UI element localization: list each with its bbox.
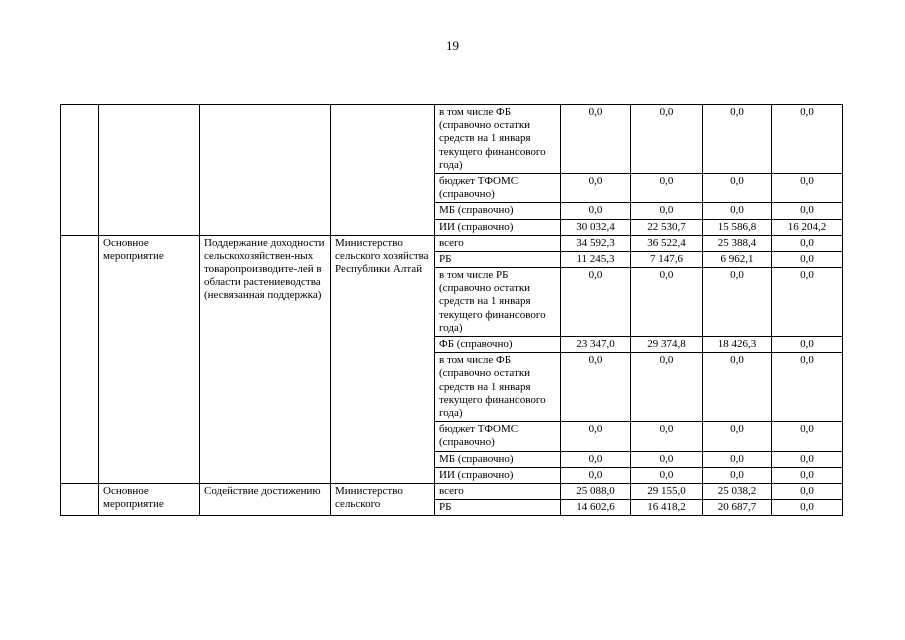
value-cell: 0,0 bbox=[561, 105, 631, 174]
source-cell: всего bbox=[435, 235, 561, 251]
value-cell: 0,0 bbox=[703, 173, 772, 202]
value-cell: 34 592,3 bbox=[561, 235, 631, 251]
value-cell: 15 586,8 bbox=[703, 219, 772, 235]
source-cell: ФБ (справочно) bbox=[435, 337, 561, 353]
source-cell: РБ bbox=[435, 500, 561, 516]
value-cell: 16 418,2 bbox=[631, 500, 703, 516]
value-cell: 0,0 bbox=[772, 451, 843, 467]
value-cell: 0,0 bbox=[631, 203, 703, 219]
value-cell: 0,0 bbox=[772, 337, 843, 353]
budget-table bbox=[60, 104, 843, 516]
value-cell: 23 347,0 bbox=[561, 337, 631, 353]
value-cell: 0,0 bbox=[772, 422, 843, 451]
value-cell: 0,0 bbox=[703, 105, 772, 174]
source-cell: всего bbox=[435, 483, 561, 499]
value-cell: 0,0 bbox=[772, 203, 843, 219]
value-cell: 0,0 bbox=[631, 451, 703, 467]
source-cell: РБ bbox=[435, 251, 561, 267]
value-cell: 0,0 bbox=[631, 105, 703, 174]
value-cell: 0,0 bbox=[703, 203, 772, 219]
value-cell: 0,0 bbox=[703, 451, 772, 467]
source-cell: ИИ (справочно) bbox=[435, 467, 561, 483]
value-cell: 16 204,2 bbox=[772, 219, 843, 235]
value-cell: 0,0 bbox=[631, 353, 703, 422]
source-cell: бюджет ТФОМС (справочно) bbox=[435, 422, 561, 451]
value-cell: 0,0 bbox=[561, 451, 631, 467]
source-cell: бюджет ТФОМС (справочно) bbox=[435, 173, 561, 202]
value-cell: 25 088,0 bbox=[561, 483, 631, 499]
index-cell bbox=[61, 483, 99, 515]
value-cell: 22 530,7 bbox=[631, 219, 703, 235]
value-cell: 0,0 bbox=[772, 251, 843, 267]
executor-cell bbox=[331, 105, 435, 236]
value-cell: 0,0 bbox=[703, 467, 772, 483]
value-cell: 0,0 bbox=[561, 353, 631, 422]
value-cell: 0,0 bbox=[561, 467, 631, 483]
value-cell: 0,0 bbox=[631, 467, 703, 483]
value-cell: 6 962,1 bbox=[703, 251, 772, 267]
value-cell: 18 426,3 bbox=[703, 337, 772, 353]
value-cell: 25 038,2 bbox=[703, 483, 772, 499]
value-cell: 0,0 bbox=[772, 268, 843, 337]
name-cell: Поддержание доходности сельскохозяйствен-ных товаропроизводите-лей в области растениеводства (несвязанная поддержка) bbox=[200, 235, 331, 483]
type-cell bbox=[99, 105, 200, 236]
value-cell: 20 687,7 bbox=[703, 500, 772, 516]
source-cell: ИИ (справочно) bbox=[435, 219, 561, 235]
value-cell: 0,0 bbox=[772, 353, 843, 422]
table-row bbox=[61, 235, 843, 251]
table-row bbox=[61, 105, 843, 174]
source-cell: МБ (справочно) bbox=[435, 451, 561, 467]
source-cell: в том числе РБ (справочно остатки средств на 1 января текущего финансового года) bbox=[435, 268, 561, 337]
type-cell: Основное мероприятие bbox=[99, 483, 200, 515]
value-cell: 0,0 bbox=[631, 173, 703, 202]
value-cell: 0,0 bbox=[772, 235, 843, 251]
page-number: 19 bbox=[446, 38, 459, 53]
value-cell: 0,0 bbox=[561, 422, 631, 451]
value-cell: 0,0 bbox=[772, 500, 843, 516]
value-cell: 36 522,4 bbox=[631, 235, 703, 251]
source-cell: в том числе ФБ (справочно остатки средств на 1 января текущего финансового года) bbox=[435, 105, 561, 174]
value-cell: 11 245,3 bbox=[561, 251, 631, 267]
type-cell: Основное мероприятие bbox=[99, 235, 200, 483]
index-cell bbox=[61, 235, 99, 483]
value-cell: 0,0 bbox=[703, 353, 772, 422]
executor-cell: Министерство сельского bbox=[331, 483, 435, 515]
value-cell: 7 147,6 bbox=[631, 251, 703, 267]
value-cell: 0,0 bbox=[561, 173, 631, 202]
name-cell bbox=[200, 105, 331, 236]
value-cell: 0,0 bbox=[772, 173, 843, 202]
value-cell: 29 155,0 bbox=[631, 483, 703, 499]
value-cell: 25 388,4 bbox=[703, 235, 772, 251]
value-cell: 29 374,8 bbox=[631, 337, 703, 353]
name-cell: Содействие достижению bbox=[200, 483, 331, 515]
value-cell: 30 032,4 bbox=[561, 219, 631, 235]
value-cell: 0,0 bbox=[772, 467, 843, 483]
value-cell: 0,0 bbox=[772, 483, 843, 499]
value-cell: 0,0 bbox=[631, 422, 703, 451]
value-cell: 0,0 bbox=[561, 268, 631, 337]
value-cell: 0,0 bbox=[631, 268, 703, 337]
value-cell: 0,0 bbox=[703, 268, 772, 337]
value-cell: 0,0 bbox=[703, 422, 772, 451]
source-cell: МБ (справочно) bbox=[435, 203, 561, 219]
value-cell: 0,0 bbox=[772, 105, 843, 174]
value-cell: 14 602,6 bbox=[561, 500, 631, 516]
table-row bbox=[61, 483, 843, 499]
value-cell: 0,0 bbox=[561, 203, 631, 219]
executor-cell: Министерство сельского хозяйства Республики Алтай bbox=[331, 235, 435, 483]
index-cell bbox=[61, 105, 99, 236]
source-cell: в том числе ФБ (справочно остатки средств на 1 января текущего финансового года) bbox=[435, 353, 561, 422]
